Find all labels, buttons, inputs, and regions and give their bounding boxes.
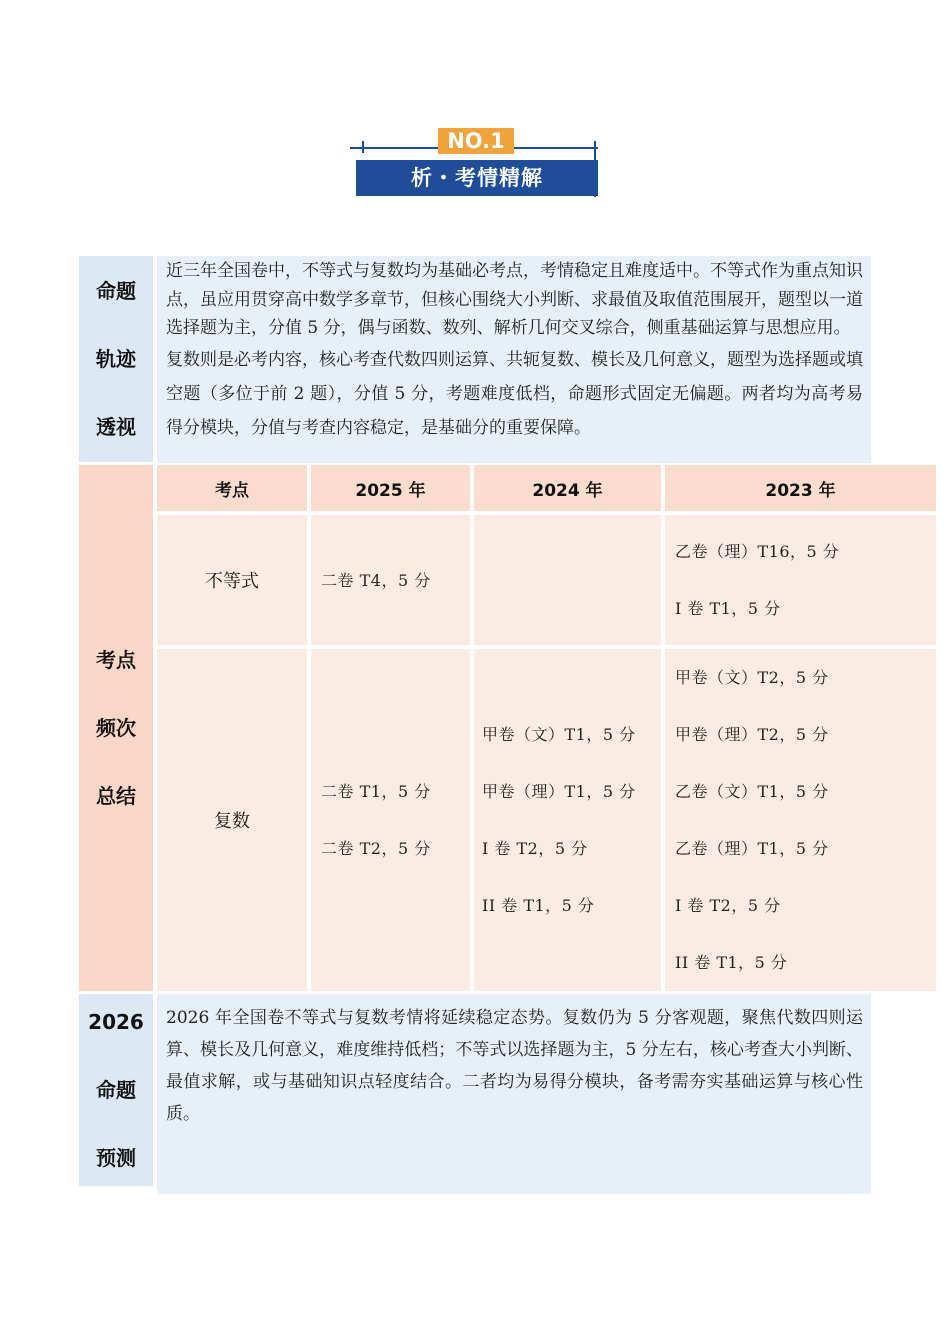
table-entry: I 卷 T2，5 分 (482, 839, 588, 858)
label-line: 透视 (96, 415, 136, 439)
table-entry: 乙卷（理）T1，5 分 (675, 839, 829, 858)
prediction-paragraph: 2026 年全国卷不等式与复数考情将延续稳定态势。复数仍为 5 分客观题，聚焦代数四则运算、模长及几何意义，难度维持低档；不等式以选择题为主，5 分左右，核心考查大小判断、最值求解，或与基础知识点轻度结合。二者均为易得分模块，备考需夯实基础运算与核心性质。 (166, 1008, 863, 1124)
badge-tick-left (362, 141, 364, 153)
prediction-section (79, 994, 871, 1186)
topic-complex: 复数 (157, 649, 307, 991)
label-line: 命题 (96, 279, 136, 303)
label-line: 频次 (96, 716, 136, 740)
inequality-2023 (665, 515, 936, 645)
inequality-2024 (474, 515, 661, 645)
label-line: 轨迹 (96, 347, 136, 371)
prediction-label (79, 994, 153, 1186)
table-entry: I 卷 T1，5 分 (675, 599, 781, 618)
frequency-section (79, 465, 871, 991)
table-entry: 甲卷（文）T1，5 分 (482, 725, 636, 744)
label-line: 考点 (96, 648, 136, 672)
table-entry: 乙卷（文）T1，5 分 (675, 782, 829, 801)
table-entry: II 卷 T1，5 分 (482, 896, 595, 915)
topic-inequality: 不等式 (157, 515, 307, 645)
section-badge (346, 128, 606, 200)
complex-2025 (311, 649, 470, 991)
trajectory-label (79, 256, 153, 462)
table-entry: 二卷 T1，5 分 (321, 782, 431, 801)
table-entry: 乙卷（理）T16，5 分 (675, 542, 840, 561)
label-line: 命题 (96, 1078, 136, 1102)
inequality-2025 (311, 515, 470, 645)
badge-title: 析・考情精解 (356, 160, 598, 196)
header-topic: 考点 (157, 465, 307, 511)
frequency-table (157, 465, 936, 991)
badge-number: NO.1 (438, 128, 514, 154)
complex-2023 (665, 649, 936, 991)
table-entry: 甲卷（文）T2，5 分 (675, 668, 829, 687)
label-line: 2026 (88, 1010, 144, 1034)
badge-line-right (514, 147, 598, 149)
prediction-content (157, 994, 871, 1194)
label-line: 总结 (96, 784, 136, 808)
header-2025: 2025 年 (311, 465, 470, 511)
table-entry: 甲卷（理）T1，5 分 (482, 782, 636, 801)
trajectory-content (157, 256, 871, 463)
trajectory-section (79, 256, 871, 462)
table-entry: 甲卷（理）T2，5 分 (675, 725, 829, 744)
table-entry: 二卷 T2，5 分 (321, 839, 431, 858)
complex-2024 (474, 649, 661, 991)
header-2024: 2024 年 (474, 465, 661, 511)
table-entry: I 卷 T2，5 分 (675, 896, 781, 915)
header-2023: 2023 年 (665, 465, 936, 511)
trajectory-paragraph-2: 复数则是必考内容，核心考查代数四则运算、共轭复数、模长及几何意义，题型为选择题或填空题（多位于前 2 题），分值 5 分，考题难度低档，命题形式固定无偏题。两者均为高考易得分模块，分值与考查内容稳定，是基础分的重要保障。 (166, 349, 863, 438)
table-entry: 二卷 T4，5 分 (321, 570, 431, 590)
trajectory-paragraph-1: 近三年全国卷中，不等式与复数均为基础必考点，考情稳定且难度适中。不等式作为重点知识点，虽应用贯穿高中数学多章节，但核心围绕大小判断、求最值及取值范围展开，题型以一道选择题为主，分值 5 分，偶与函数、数列、解析几何交叉综合，侧重基础运算与思想应用。 (166, 261, 863, 338)
table-entry: II 卷 T1，5 分 (675, 953, 788, 972)
frequency-label (79, 465, 153, 991)
label-line: 预测 (96, 1146, 136, 1170)
